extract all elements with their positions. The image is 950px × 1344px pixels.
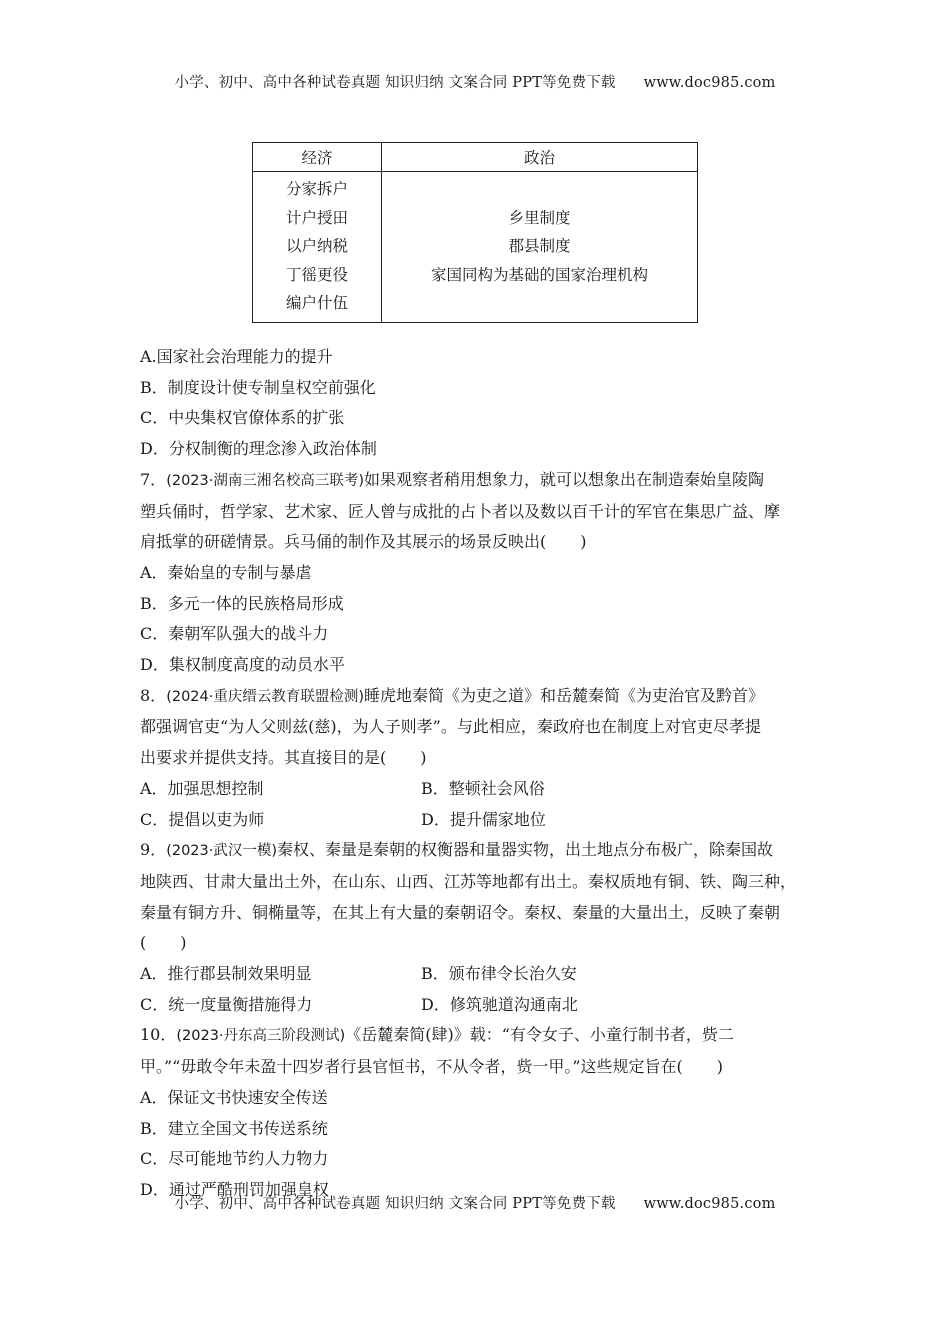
q9-options-row2 [140,990,820,1021]
q7-line3-row [140,527,820,558]
table-cell: 计户授田 [285,208,348,227]
header-text: 小学、初中、高中各种试卷真题 知识归纳 文案合同 PPT等免费下载 [174,75,616,91]
politics-column [382,172,698,323]
q7-line3: 肩抵掌的研磋情景。兵马俑的制作及其展示的场景反映出( [140,532,547,552]
q10-line2: 甲。”“毋敢令年未盈十四岁者行县官恒书，不从令者，赀一甲。”这些规定旨在( [140,1057,683,1077]
table-cell: 乡里制度 [508,208,571,227]
q8-option-b[interactable]: B．整顿社会风俗 [421,778,545,798]
q8-number: 8． [140,685,167,705]
q8-paren-close: ) [420,748,427,768]
q9-option-b[interactable]: B．颁布律令长治久安 [421,964,577,984]
q9-source: (2023·武汉一模) [166,843,278,860]
table-cell [382,175,697,204]
q10-source: (2023·丹东高三阶段测试) [176,1028,346,1045]
q7-source: (2023·湖南三湘名校高三联考) [166,472,365,489]
table-cell: 分家拆户 [285,180,348,198]
q7-option-b[interactable]: B．多元一体的民族格局形成 [140,593,344,613]
q9-paren-close: ) [180,933,187,953]
q7-option-a[interactable]: A．秦始皇的专制与暴虐 [140,562,312,582]
q8-stem [140,681,820,713]
q10-line1: 《岳麓秦简(肆)》载：“有令女子、小童行制书者，赀二 [345,1025,734,1045]
table-header-politics: 政治 [382,143,698,172]
footer-site: www.doc985.com [643,1196,776,1212]
q10-number: 10． [140,1025,177,1045]
q10-line2-row [140,1052,820,1083]
q9-option-c[interactable]: C．统一度量衡措施得力 [140,994,313,1014]
q7-paren-close: ) [580,532,587,552]
q10-option-a[interactable]: A．保证文书快速安全传送 [140,1087,328,1107]
q8-option-a[interactable]: A．加强思想控制 [140,778,264,798]
page-footer [0,1192,950,1213]
footer-text: 小学、初中、高中各种试卷真题 知识归纳 文案合同 PPT等免费下载 [174,1196,616,1212]
q10-option-c[interactable]: C．尽可能地节约人力物力 [140,1149,329,1169]
question-body [140,342,820,1206]
q8-options-row1 [140,774,820,805]
table-cell: 丁徭更役 [285,265,348,284]
table-header-economy: 经济 [253,143,382,172]
q6-option-b[interactable]: B．制度设计使专制皇权空前强化 [140,377,376,397]
q10-stem [140,1020,820,1052]
q9-option-a[interactable]: A．推行郡县制效果明显 [140,964,312,984]
q8-option-d[interactable]: D．提升儒家地位 [421,809,546,829]
q9-number: 9． [140,840,167,860]
q9-line4-row [140,928,820,959]
q6-option-d[interactable]: D．分权制衡的理念渗入政治体制 [140,439,377,459]
q8-source: (2024·重庆缙云教育联盟检测) [166,688,365,705]
q6-option-c[interactable]: C．中央集权官僚体系的扩张 [140,408,345,428]
q7-stem [140,465,820,497]
q9-line2: 地陕西、甘肃大量出土外，在山东、山西、江苏等地都有出土。秦权质地有铜、铁、陶三种， [140,871,797,891]
q9-option-d[interactable]: D．修筑驰道沟通南北 [421,994,578,1014]
q8-options-row2 [140,805,820,836]
q10-paren-close: ) [716,1057,724,1077]
table-cell: 家国同构为基础的国家治理机构 [430,265,648,284]
q8-line1: 睡虎地秦简《为吏之道》和岳麓秦简《为吏治官及黔首》 [364,685,765,705]
economy-politics-table [252,142,698,323]
q7-line1: 如果观察者稍用想象力，就可以想象出在制造秦始皇陵陶 [364,469,765,489]
economy-column [253,172,382,323]
q9-stem [140,835,820,867]
q9-options-row1 [140,959,820,990]
q8-line3-row [140,743,820,774]
q9-paren-open: ( [140,933,147,953]
header-site: www.doc985.com [643,75,776,91]
table-cell: 编户什伍 [285,294,348,313]
q7-line2: 塑兵俑时，哲学家、艺术家、匠人曾与成批的占卜者以及数以百千计的军官在集思广益、摩 [140,501,781,521]
q8-line2: 都强调官吏“为人父则兹(慈)，为人子则孝”。与此相应，秦政府也在制度上对官吏尽孝提 [140,717,761,737]
q10-option-b[interactable]: B．建立全国文书传送系统 [140,1118,328,1138]
table-cell [382,289,697,318]
q8-option-c[interactable]: C．提倡以吏为师 [140,809,265,829]
q10-option-d[interactable]: D．通过严酷刑罚加强皇权 [140,1179,329,1199]
q9-line3: 秦量有铜方升、铜椭量等，在其上有大量的秦朝诏令。秦权、秦量的大量出土，反映了秦朝 [140,902,781,922]
q8-line3: 出要求并提供支持。其直接目的是( [140,748,387,768]
q6-option-a[interactable]: A.国家社会治理能力的提升 [140,347,333,366]
table-cell: 以户纳税 [285,237,348,256]
q7-option-d[interactable]: D．集权制度高度的动员水平 [140,655,345,675]
q7-option-c[interactable]: C．秦朝军队强大的战斗力 [140,624,329,644]
q7-number: 7． [140,469,167,489]
table-cell: 郡县制度 [508,237,571,256]
q9-line1: 秦权、秦量是秦朝的权衡器和量器实物，出土地点分布极广，除秦国故 [277,840,774,860]
page-header [0,71,950,92]
